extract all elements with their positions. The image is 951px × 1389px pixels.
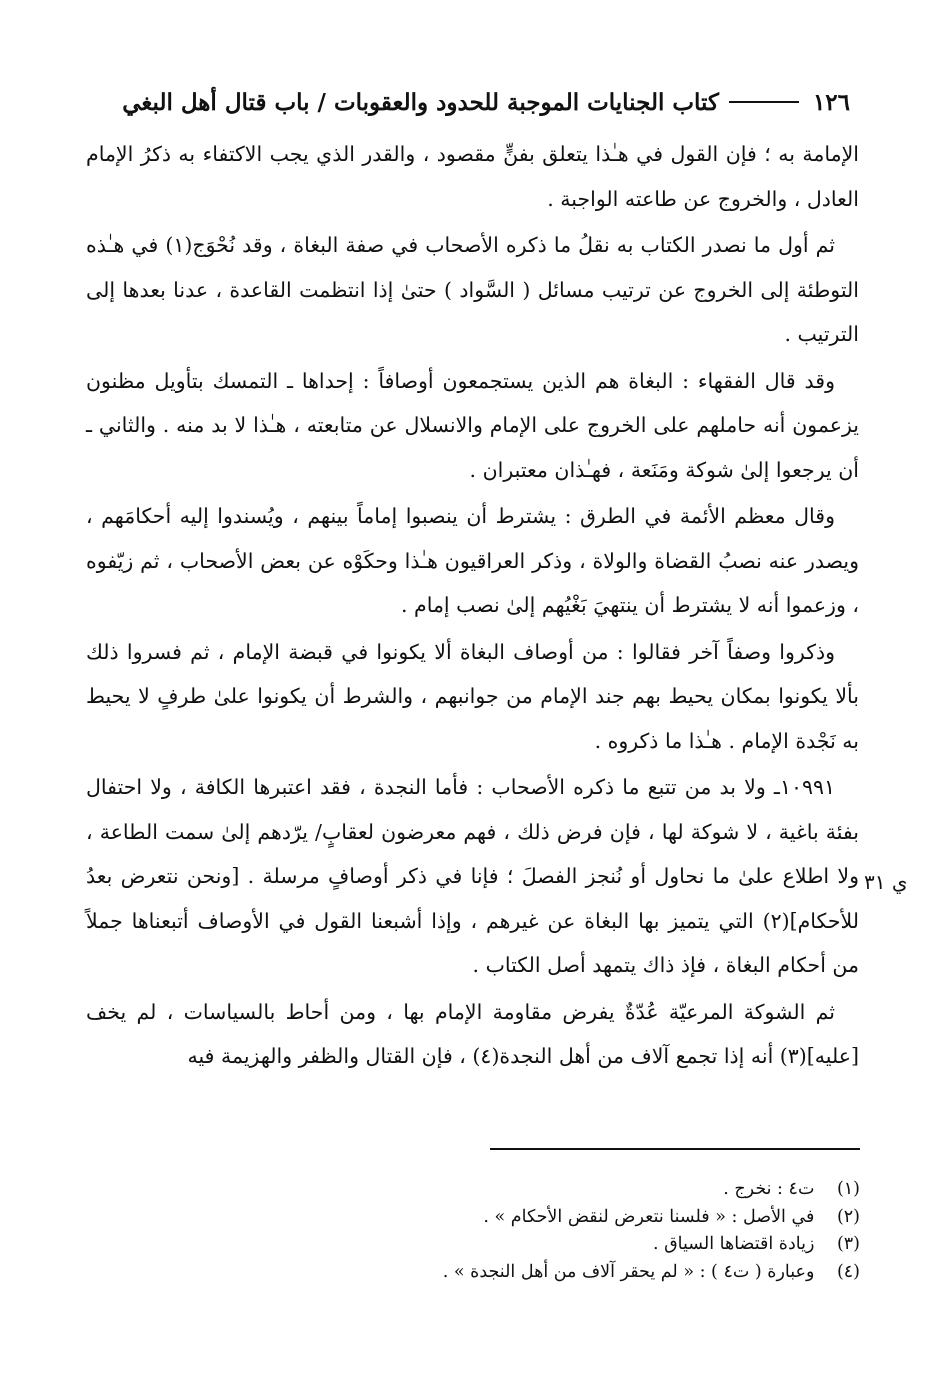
paragraph: وقد قال الفقهاء : البغاة هم الذين يستجمعون أوصافاً : إحداها ـ التمسك بتأويل مظنون يزعمون أنه حاملهم على الخروج على الإمام والانسلال عن متابعته ، هـٰذا لا بد منه . والثاني ـ أن يرجعوا إلىٰ شوكة ومَنَعة ، فهـٰذان معتبران . <box>86 368 859 482</box>
paragraph: وذكروا وصفاً آخر فقالوا : من أوصاف البغاة ألا يكونوا في قبضة الإمام ، ثم فسروا ذلك بألا يكونوا بمكان يحيط بهم جند الإمام من جوانبهم ، والشرط أن يكونوا علىٰ طرفٍ لا يحيط به نَجْدة الإمام . هـٰذا ما ذكروه . <box>86 639 859 753</box>
margin-note: ي ٣١ <box>864 870 908 894</box>
footnote <box>300 1204 860 1232</box>
page-number: ١٢٦ <box>812 88 850 116</box>
header-dash <box>729 101 799 103</box>
paragraph: ثم أول ما نصدر الكتاب به نقلُ ما ذكره الأصحاب في صفة البغاة ، وقد نُحْوَج(١) في هـٰذه التوطئة إلى الخروج عن ترتيب مسائل ( السَّواد ) حتىٰ إذا انتظمت القاعدة ، عدنا بعدها إلى الترتيب . <box>86 233 859 346</box>
running-header <box>90 82 850 122</box>
footnote <box>300 1231 860 1259</box>
footnote-number: (٣) <box>836 1234 860 1254</box>
footnote-text: وعبارة ( ت٤ ) : « لم يحقر آلاف من أهل النجدة » . <box>442 1261 815 1282</box>
footnote-text: زيادة اقتضاها السياق . <box>652 1234 815 1254</box>
footnote-text: ت٤ : نخرج . <box>723 1179 815 1199</box>
header-title: كتاب الجنايات الموجبة للحدود والعقوبات / باب قتال أهل البغي <box>122 88 719 116</box>
paragraph: وقال معظم الأئمة في الطرق : يشترط أن ينصبوا إماماً بينهم ، ويُسندوا إليه أحكامَهم ، ويصدر عنه نصبُ القضاة والولاة ، وذكر العراقيون هـٰذا وحكَوْه عن بعض الأصحاب ، ثم زيّفوه ، وزعموا أنه لا يشترط أن ينتهيَ بَغْيُهم إلىٰ نصب إمام . <box>86 504 859 617</box>
footnote <box>300 1259 860 1287</box>
main-text <box>86 132 859 1081</box>
footnote-divider <box>490 1148 860 1150</box>
footnote-number: (٢) <box>836 1206 860 1227</box>
paragraph: ثم الشوكة المرعيّة عُدّةٌ يفرض مقاومة الإمام بها ، ومن أحاط بالسياسات ، لم يخف [عليه](٣) أنه إذا تجمع آلاف من أهل النجدة(٤) ، فإن القتال والظفر والهزيمة فيه <box>86 999 859 1068</box>
footnote-number: (٤) <box>836 1261 860 1282</box>
footnote-text: في الأصل : « فلسنا نتعرض لنقض الأحكام » . <box>483 1206 815 1227</box>
paragraph: ١٠٩٩١ـ ولا بد من تتبع ما ذكره الأصحاب : فأما النجدة ، فقد اعتبرها الكافة ، ولا احتفال بفئة باغية ، لا شوكة لها ، فإن فرض ذلك ، فهم معرضون لعقابٍ/ يرّدهم إلىٰ سمت الطاعة ، ولا اطلاع علىٰ ما نحاول أو نُنجز الفصلَ ؛ فإنا في ذكر أوصافٍ مرسلة . [ونحن نتعرض بعدُ للأحكام](٢) التي يتميز بها البغاة عن غيرهم ، وإذا أشبعنا القول في الأوصاف أتبعناها جملاً من أحكام البغاة ، فإذ ذاك يتمهد أصل الكتاب . <box>86 775 859 977</box>
footnotes <box>300 1176 860 1286</box>
footnote-number: (١) <box>836 1179 860 1199</box>
footnote <box>300 1176 860 1204</box>
paragraph: الإمامة به ؛ فإن القول في هـٰذا يتعلق بفنٍّ مقصود ، والقدر الذي يجب الاكتفاء به ذكرُ الإمام العادل ، والخروج عن طاعته الواجبة . <box>86 142 859 211</box>
